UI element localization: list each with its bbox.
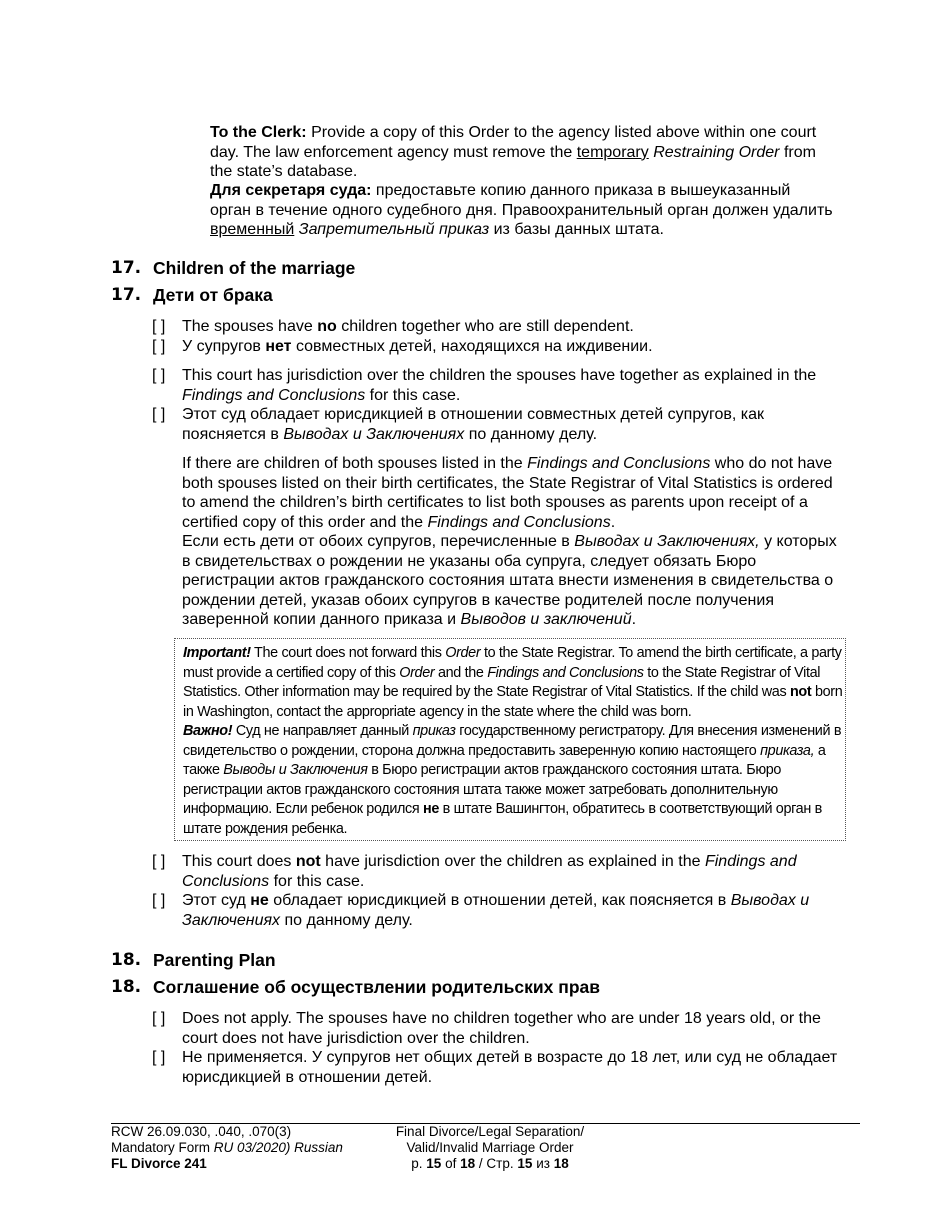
birth-certificate-paragraph-en: If there are children of both spouses listed in the Findings and Conclusions who do not have both spouses listed on their birth certificates, the State Registrar of Vital Statistics is ordered to amend the children’s birth certificates to list both spouses as parents upon receipt of a certified copy of this order and the Findings and Conclusions. xyxy=(182,455,833,531)
checkbox-does-not-apply-ru[interactable]: [ ] xyxy=(152,1049,166,1066)
footer-left: RCW 26.09.030, .040, .070(3) Mandatory Form RU 03/2020) Russian FL Divorce 241 xyxy=(111,1124,343,1171)
clerk-label-ru: Для секретаря суда: xyxy=(210,182,372,199)
footer-center: Final Divorce/Legal Separation/ Valid/Invalid Marriage Order p. 15 of 18 / Стр. 15 из 18 xyxy=(380,1124,600,1172)
checkbox-no-children-ru[interactable]: [ ] xyxy=(152,338,166,355)
option-has-jurisdiction-ru: Этот суд обладает юрисдикцией в отношении совместных детей супругов, как поясняется в Выводах и Заключениях по данному делу. xyxy=(182,406,765,443)
option-no-children-en: The spouses have no children together who are still dependent. xyxy=(182,318,634,335)
option-no-jurisdiction-ru: Этот суд не обладает юрисдикцией в отношении детей, как поясняется в Выводах и Заключениях по данному делу. xyxy=(182,892,810,929)
clerk-label-en: To the Clerk: xyxy=(210,124,307,141)
checkbox-no-jurisdiction-en[interactable]: [ ] xyxy=(152,853,166,870)
checkbox-does-not-apply-en[interactable]: [ ] xyxy=(152,1010,166,1027)
option-does-not-apply-en: Does not apply. The spouses have no children together who are under 18 years old, or the court does not have jurisdiction over the children. xyxy=(182,1010,821,1047)
clerk-instructions-ru: Для секретаря суда: предоставьте копию данного приказа в вышеуказанный орган в течение одного судебного дня. Правоохранительный орган должен удалить временный Запретительный приказ из базы данных штата. xyxy=(210,182,833,238)
important-notice-ru: Важно! Суд не направляет данный приказ государственному регистратору. Для внесения изменений в свидетельство о рождении, сторона должна предоставить заверенную копию настоящего приказа, а также Выводы и Заключения в Бюро регистрации актов гражданского состояния штата. Бюро регистрации актов гражданского состояния штата также может затребовать дополнительную информацию. Если ребенок родился не в штате Вашингтон, обратитесь в соответствующий орган в штате рождения ребенка. xyxy=(183,723,842,837)
checkbox-no-jurisdiction-ru[interactable]: [ ] xyxy=(152,892,166,909)
important-notice-en: Important! The court does not forward this Order to the State Registrar. To amend the birth certificate, a party must provide a certified copy of this Order and the Findings and Conclusions to the State Registrar of Vital Statistics. Other information may be required by the State Registrar of Vital Statistics. If the child was not born in Washington, contact the appropriate agency in the state where the child was born. xyxy=(183,645,843,720)
checkbox-no-children-en[interactable]: [ ] xyxy=(152,318,166,335)
option-no-jurisdiction-en: This court does not have jurisdiction over the children as explained in the Findings and Conclusions for this case. xyxy=(182,853,797,890)
checkbox-has-jurisdiction-en[interactable]: [ ] xyxy=(152,367,166,384)
option-has-jurisdiction-en: This court has jurisdiction over the children the spouses have together as explained in the Findings and Conclusions for this case. xyxy=(182,367,817,404)
page-indicator: p. 15 of 18 / Стр. 15 из 18 xyxy=(411,1156,569,1171)
option-does-not-apply-ru: Не применяется. У супругов нет общих детей в возрасте до 18 лет, или суд не обладает юрисдикцией в отношении детей. xyxy=(182,1049,838,1086)
checkbox-has-jurisdiction-ru[interactable]: [ ] xyxy=(152,406,166,423)
clerk-instructions-en: To the Clerk: Provide a copy of this Order to the agency listed above within one court day. The law enforcement agency must remove the temporary Restraining Order from the state’s database. xyxy=(210,124,817,180)
option-no-children-ru: У супругов нет совместных детей, находящихся на иждивении. xyxy=(182,338,653,355)
important-notice-text xyxy=(183,644,847,839)
birth-certificate-paragraph-ru: Если есть дети от обоих супругов, перечисленные в Выводах и Заключениях, у которых в свидетельствах о рождении не указаны оба супруга, следует обязать Бюро регистрации актов гражданского состояния штата внести изменения в свидетельства о рождении детей, указав обоих супругов в качестве родителей после получения заверенной копии данного приказа и Выводов и заключений. xyxy=(182,533,837,628)
